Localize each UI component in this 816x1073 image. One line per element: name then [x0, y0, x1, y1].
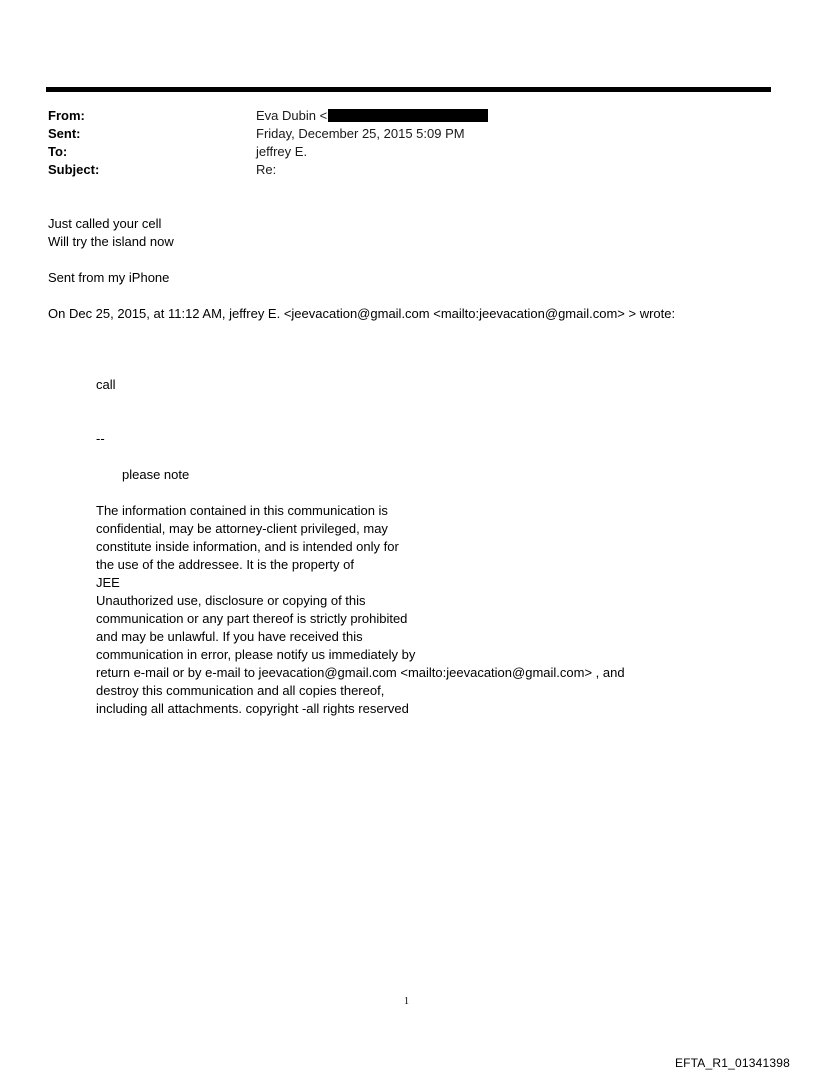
mobile-signature: Sent from my iPhone — [48, 270, 170, 285]
quoted-message: call — [96, 377, 116, 392]
to-label: To: — [48, 144, 68, 159]
from-name: Eva Dubin < — [256, 108, 328, 123]
disclaimer-line: Unauthorized use, disclosure or copying of this — [96, 593, 366, 608]
disclaimer-line: constitute inside information, and is intended only for — [96, 539, 399, 554]
disclaimer-line: and may be unlawful. If you have received this — [96, 629, 363, 644]
disclaimer-line: including all attachments. copyright -all rights reserved — [96, 701, 409, 716]
redaction-block — [328, 109, 488, 122]
subject-value: Re: — [256, 162, 277, 177]
disclaimer-line: communication in error, please notify us immediately by — [96, 647, 416, 662]
subject-label: Subject: — [48, 162, 100, 177]
disclaimer-line: The information contained in this communication is — [96, 503, 388, 518]
disclaimer-line: destroy this communication and all copies thereof, — [96, 683, 385, 698]
disclaimer-line: return e-mail or by e-mail to jeevacation@gmail.com <mailto:jeevacation@gmail.com> , and — [96, 665, 625, 680]
signature-separator: -- — [96, 431, 105, 446]
disclaimer-line: confidential, may be attorney-client privileged, may — [96, 521, 388, 536]
note-heading: please note — [122, 467, 190, 482]
quote-intro: On Dec 25, 2015, at 11:12 AM, jeffrey E. <jeevacation@gmail.com <mailto:jeevacation@gmail.com> > wrote: — [48, 306, 676, 321]
to-value: jeffrey E. — [256, 144, 308, 159]
disclaimer-line: communication or any part thereof is strictly prohibited — [96, 611, 408, 626]
sent-label: Sent: — [48, 126, 81, 141]
reply-line: Will try the island now — [48, 234, 174, 249]
document-id: EFTA_R1_01341398 — [674, 1056, 790, 1070]
from-value — [256, 107, 488, 125]
disclaimer-line: the use of the addressee. It is the property of — [96, 557, 354, 572]
header-divider — [46, 87, 771, 92]
from-label: From: — [48, 108, 85, 123]
reply-line: Just called your cell — [48, 216, 162, 231]
page-number: 1 — [404, 996, 409, 1007]
disclaimer-line: JEE — [96, 575, 120, 590]
sent-value: Friday, December 25, 2015 5:09 PM — [256, 126, 465, 141]
